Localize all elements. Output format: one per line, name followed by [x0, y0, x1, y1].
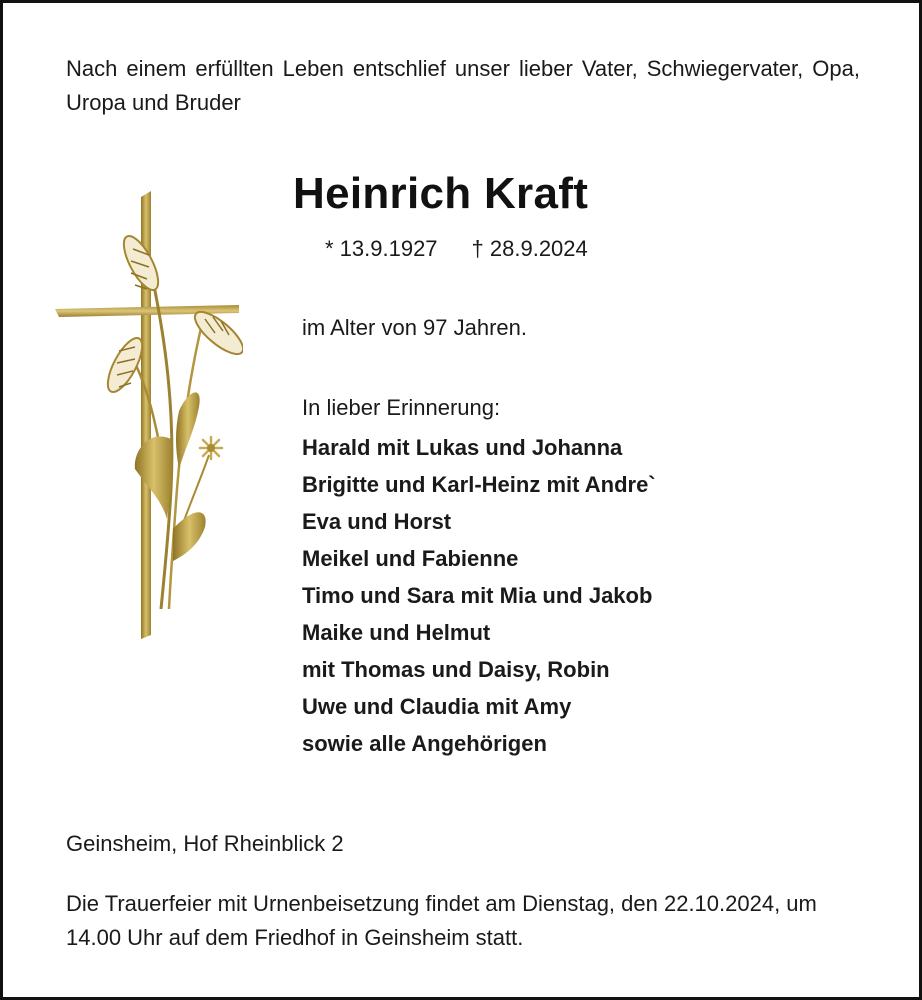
funeral-service-info: Die Trauerfeier mit Urnenbeisetzung findet am Dienstag, den 22.10.2024, um 14.00 Uhr auf dem Friedhof in Geinsheim statt. — [66, 891, 817, 950]
mourner-entry: Eva und Horst — [302, 509, 452, 534]
life-dates — [325, 236, 588, 262]
age-line: im Alter von 97 Jahren. — [302, 315, 528, 340]
mourner-entry: Brigitte und Karl-Heinz mit Andre` — [302, 472, 656, 497]
mourner-entry: Meikel und Fabienne — [302, 546, 519, 571]
mourners-list — [302, 429, 656, 762]
deceased-name: Heinrich Kraft — [293, 169, 589, 218]
death-date: † 28.9.2024 — [471, 236, 588, 261]
mourner-entry: Harald mit Lukas und Johanna — [302, 435, 623, 460]
mourner-entry: sowie alle Angehörigen — [302, 731, 547, 756]
memory-heading: In lieber Erinnerung: — [302, 395, 501, 420]
mourner-entry: Maike und Helmut — [302, 620, 491, 645]
family-address: Geinsheim, Hof Rheinblick 2 — [66, 831, 344, 856]
intro-text: Nach einem erfüllten Leben entschlief unser lieber Vater, Schwiegervater, Opa, Uropa und Bruder — [66, 56, 860, 115]
mourner-entry: mit Thomas und Daisy, Robin — [302, 657, 610, 682]
mourner-entry: Uwe und Claudia mit Amy — [302, 694, 572, 719]
mourner-entry: Timo und Sara mit Mia und Jakob — [302, 583, 653, 608]
birth-date: * 13.9.1927 — [325, 236, 438, 261]
cross-with-wheat-icon — [53, 189, 243, 641]
